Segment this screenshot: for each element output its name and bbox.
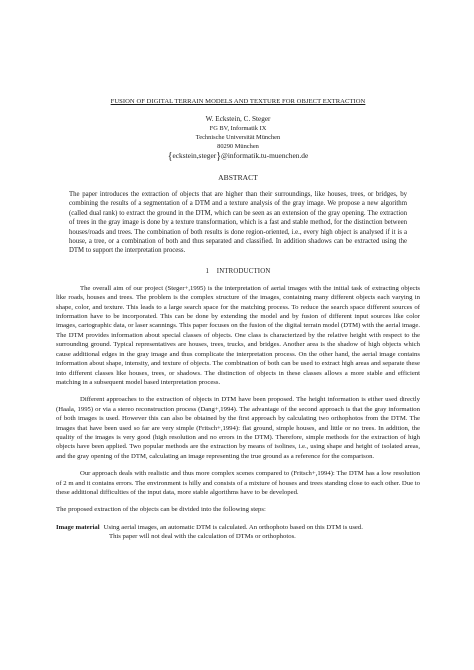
intro-paragraph: Our approach deals with realistic and thus more complex scenes compared to (Fritsch+,1994): The DTM has a low resolution of 2 m and it contains errors. The environment is hilly and consists of a mixture of houses and trees standing close to each other. Due to these additional difficulties of the input data, more stable algorithms have to be developed.: [56, 470, 420, 496]
section-title: INTRODUCTION: [216, 267, 271, 275]
step-text-continued: This paper will not deal with the calculation of DTMs or orthophotos.: [109, 533, 296, 541]
step-item: [56, 523, 420, 542]
author-email: [56, 151, 420, 161]
paper-title: FUSION OF DIGITAL TERRAIN MODELS AND TEXTURE FOR OBJECT EXTRACTION: [110, 98, 366, 105]
affiliation-line: Technische Universität München: [195, 134, 281, 141]
intro-paragraph: The overall aim of our project (Steger+,1995) is the interpretation of aerial images with the initial task of extracting objects like roads, houses and trees. The problem is the complex structure of the images, containing many different objects each varying in shape, color, and texture. This leads to a large search space for the matching process. To reduce the search space different sources of information have to be incorporated. This can be done by extending the model and by fusion of different input sources like color images, cartographic data, or laser scannings. This paper focuses on the fusion of the digital terrain model (DTM) with the aerial image. The DTM provides information about special classes of objects. One class is characterized by the relative height with respect to the surrounding ground. Typical representatives are houses, trees, trucks, and bridges. Another area is the shadow of high objects which cause additional edges in the gray image and thus complicate the interpretation process. On the other hand, the aerial image contains information about shape, intensity, and texture of objects. The combination of both can be used to extract high areas and separate these into different classes like houses, trees, or shadows. The distinction of objects in these classes allows a more stable and efficient matching in a subsequent model based interpretation process.: [56, 284, 420, 386]
author-names: W. Eckstein, C. Steger: [205, 115, 271, 123]
abstract-text: The paper introduces the extraction of objects that are higher than their surroundings, like houses, trees, or bridges, by combining the results of a segmentation of a DTM and a texture analysis of the gray image. We propose a new algorithm (called dual rank) to extract the ground in the DTM, which can be seen as an extension of the gray opening. The extraction of trees in the gray image is done by a texture transformation, which is a fast and stable method, for the distinction between houses/roads and trees. The combination of both results is done region-oriented, i.e., every high object is analysed if it is a house, a tree, or a combination of both and thus separated and classified. In addition shadows can be extracted using the DTM to support the interpretation process.: [69, 191, 407, 255]
email-domain: @informatik.tu-muenchen.de: [221, 151, 309, 160]
email-open-brace: {: [167, 151, 173, 162]
email-users: eckstein,steger: [172, 151, 217, 160]
step-text: Using aerial images, an automatic DTM is calculated. An orthophoto based on this DTM is used.: [103, 523, 363, 531]
steps-intro: The proposed extraction of the objects can be divided into the following steps:: [56, 506, 266, 514]
email-close-brace: }: [216, 151, 222, 162]
section-number: 1: [205, 267, 210, 275]
author-block: [56, 115, 420, 161]
intro-paragraph: Different approaches to the extraction of objects in DTM have been proposed. The height information is either used directly (Haala, 1995) or via a stereo reconstruction process (Dang+,1994). The advantage of the second approach is that the gray information of both images is used. However this can also be obtained by the first approach by calculating two orthophotos from the DTM. The images that have been used so far are very simple (Fritsch+,1994): flat ground, simple houses, and little or no trees. In addition, the quality of the images is very good (high resolution and no errors in the DTM). Therefore, simple methods for the extraction of high objects have been applied. Two popular methods are the extraction by means of isolines, i.e., using shape and height of isolated areas, and the gray opening of the DTM, calculating an image representing the true ground as a reference for the comparison.: [56, 396, 420, 460]
section-heading: [56, 268, 420, 275]
abstract-heading: ABSTRACT: [218, 173, 258, 182]
step-label: Image material: [56, 523, 100, 531]
affiliation-line: FG BV, Informatik IX: [209, 125, 267, 132]
affiliation-line: 80290 München: [217, 143, 259, 150]
